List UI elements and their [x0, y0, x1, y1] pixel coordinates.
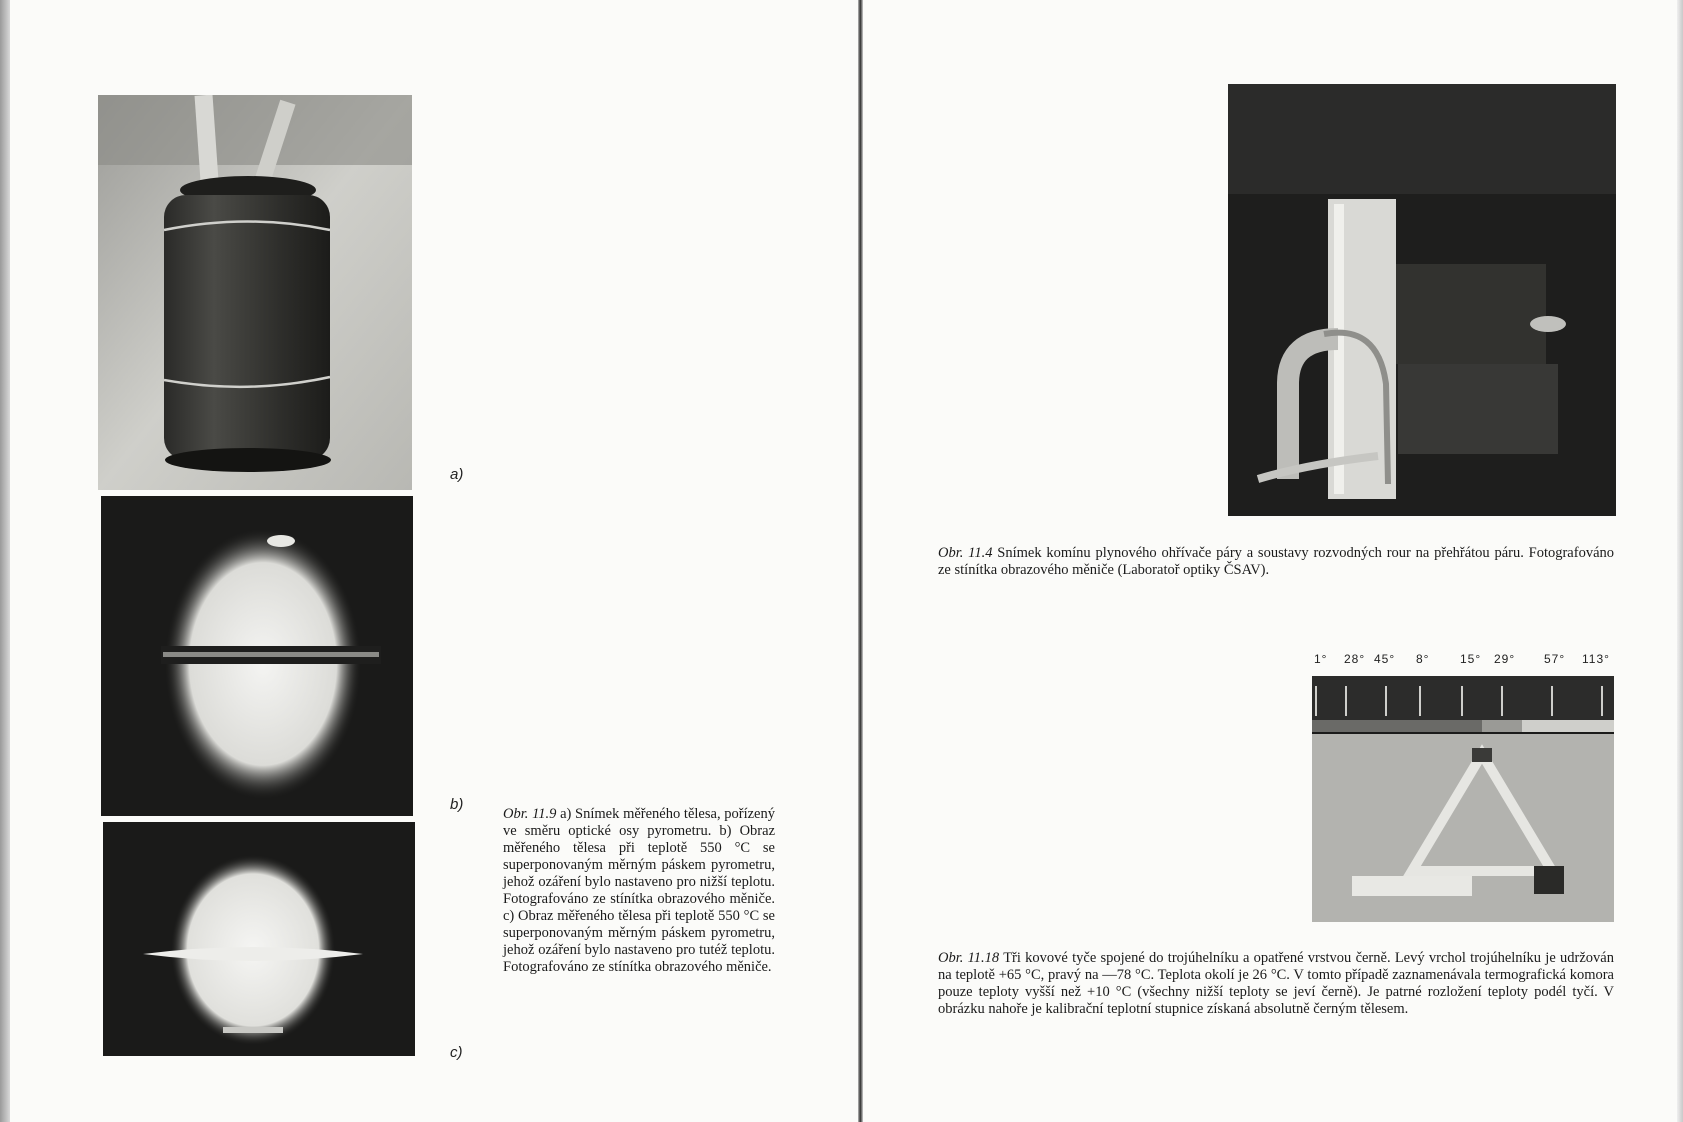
book-gutter	[858, 0, 863, 1122]
caption-fig-11-9	[503, 806, 775, 976]
scale-label: 15°	[1460, 652, 1482, 666]
caption-fig-11-4	[938, 545, 1614, 579]
scale-label: 29°	[1494, 652, 1516, 666]
photo-chimney	[1228, 84, 1616, 516]
photo-c-glow-band	[103, 822, 415, 1056]
caption-number: Obr. 11.9	[503, 806, 557, 822]
photo-triangle-thermogram	[1312, 676, 1614, 922]
caption-text: Snímek komínu plynového ohřívače páry a soustavy rozvodných rour na přehřátou páru. Fotografováno ze stínítka obrazového měniče (Laboratoř optiky ČSAV).	[938, 545, 1614, 578]
label-b: b)	[450, 796, 464, 813]
calibration-scale-labels	[1312, 652, 1617, 674]
scale-label: 45°	[1374, 652, 1396, 666]
page-edge-left	[0, 0, 10, 1122]
caption-number: Obr. 11.4	[938, 545, 993, 561]
label-c: c)	[450, 1044, 463, 1061]
label-a: a)	[450, 466, 464, 483]
caption-fig-11-18	[938, 950, 1614, 1018]
caption-text: Tři kovové tyče spojené do trojúhelníku a opatřené vrstvou černě. Levý vrchol trojúhelníku je udržován na teplotě +65 °C, pravý na —78 °C. Teplota okolí je 26 °C. V tomto případě zaznamenávala termografická komora pouze teploty vyšší než +10 °C (všechny nižší teploty se jeví černě). Je patrné rozložení teploty podél tyčí. V obrázku nahoře je kalibrační teplotní stupnice získaná absolutně černým tělesem.	[938, 950, 1614, 1017]
scale-label: 28°	[1344, 652, 1366, 666]
photo-b-split-glow	[101, 496, 413, 816]
caption-number: Obr. 11.18	[938, 950, 1000, 966]
scale-label: 8°	[1416, 652, 1430, 666]
page-edge-right	[1677, 0, 1683, 1122]
caption-text: a) Snímek měřeného tělesa, pořízený ve směru optické osy pyrometru. b) Obraz měřeného tělesa při teplotě 550 °C se superponovaným měrným páskem pyrometru, jehož ozáření bylo nastaveno pro nižší teplotu. Fotografováno ze stínítka obrazového měniče. c) Obraz měřeného tělesa při teplotě 550 °C se superponovaným měrným páskem pyrometru, jehož ozáření bylo nastaveno pro tutéž teplotu. Fotografováno ze stínítka obrazového měniče.	[503, 806, 775, 975]
scale-label: 1°	[1314, 652, 1328, 666]
scale-label: 57°	[1544, 652, 1566, 666]
photo-a-cylinder	[98, 95, 412, 490]
scale-label: 113°	[1582, 652, 1610, 666]
